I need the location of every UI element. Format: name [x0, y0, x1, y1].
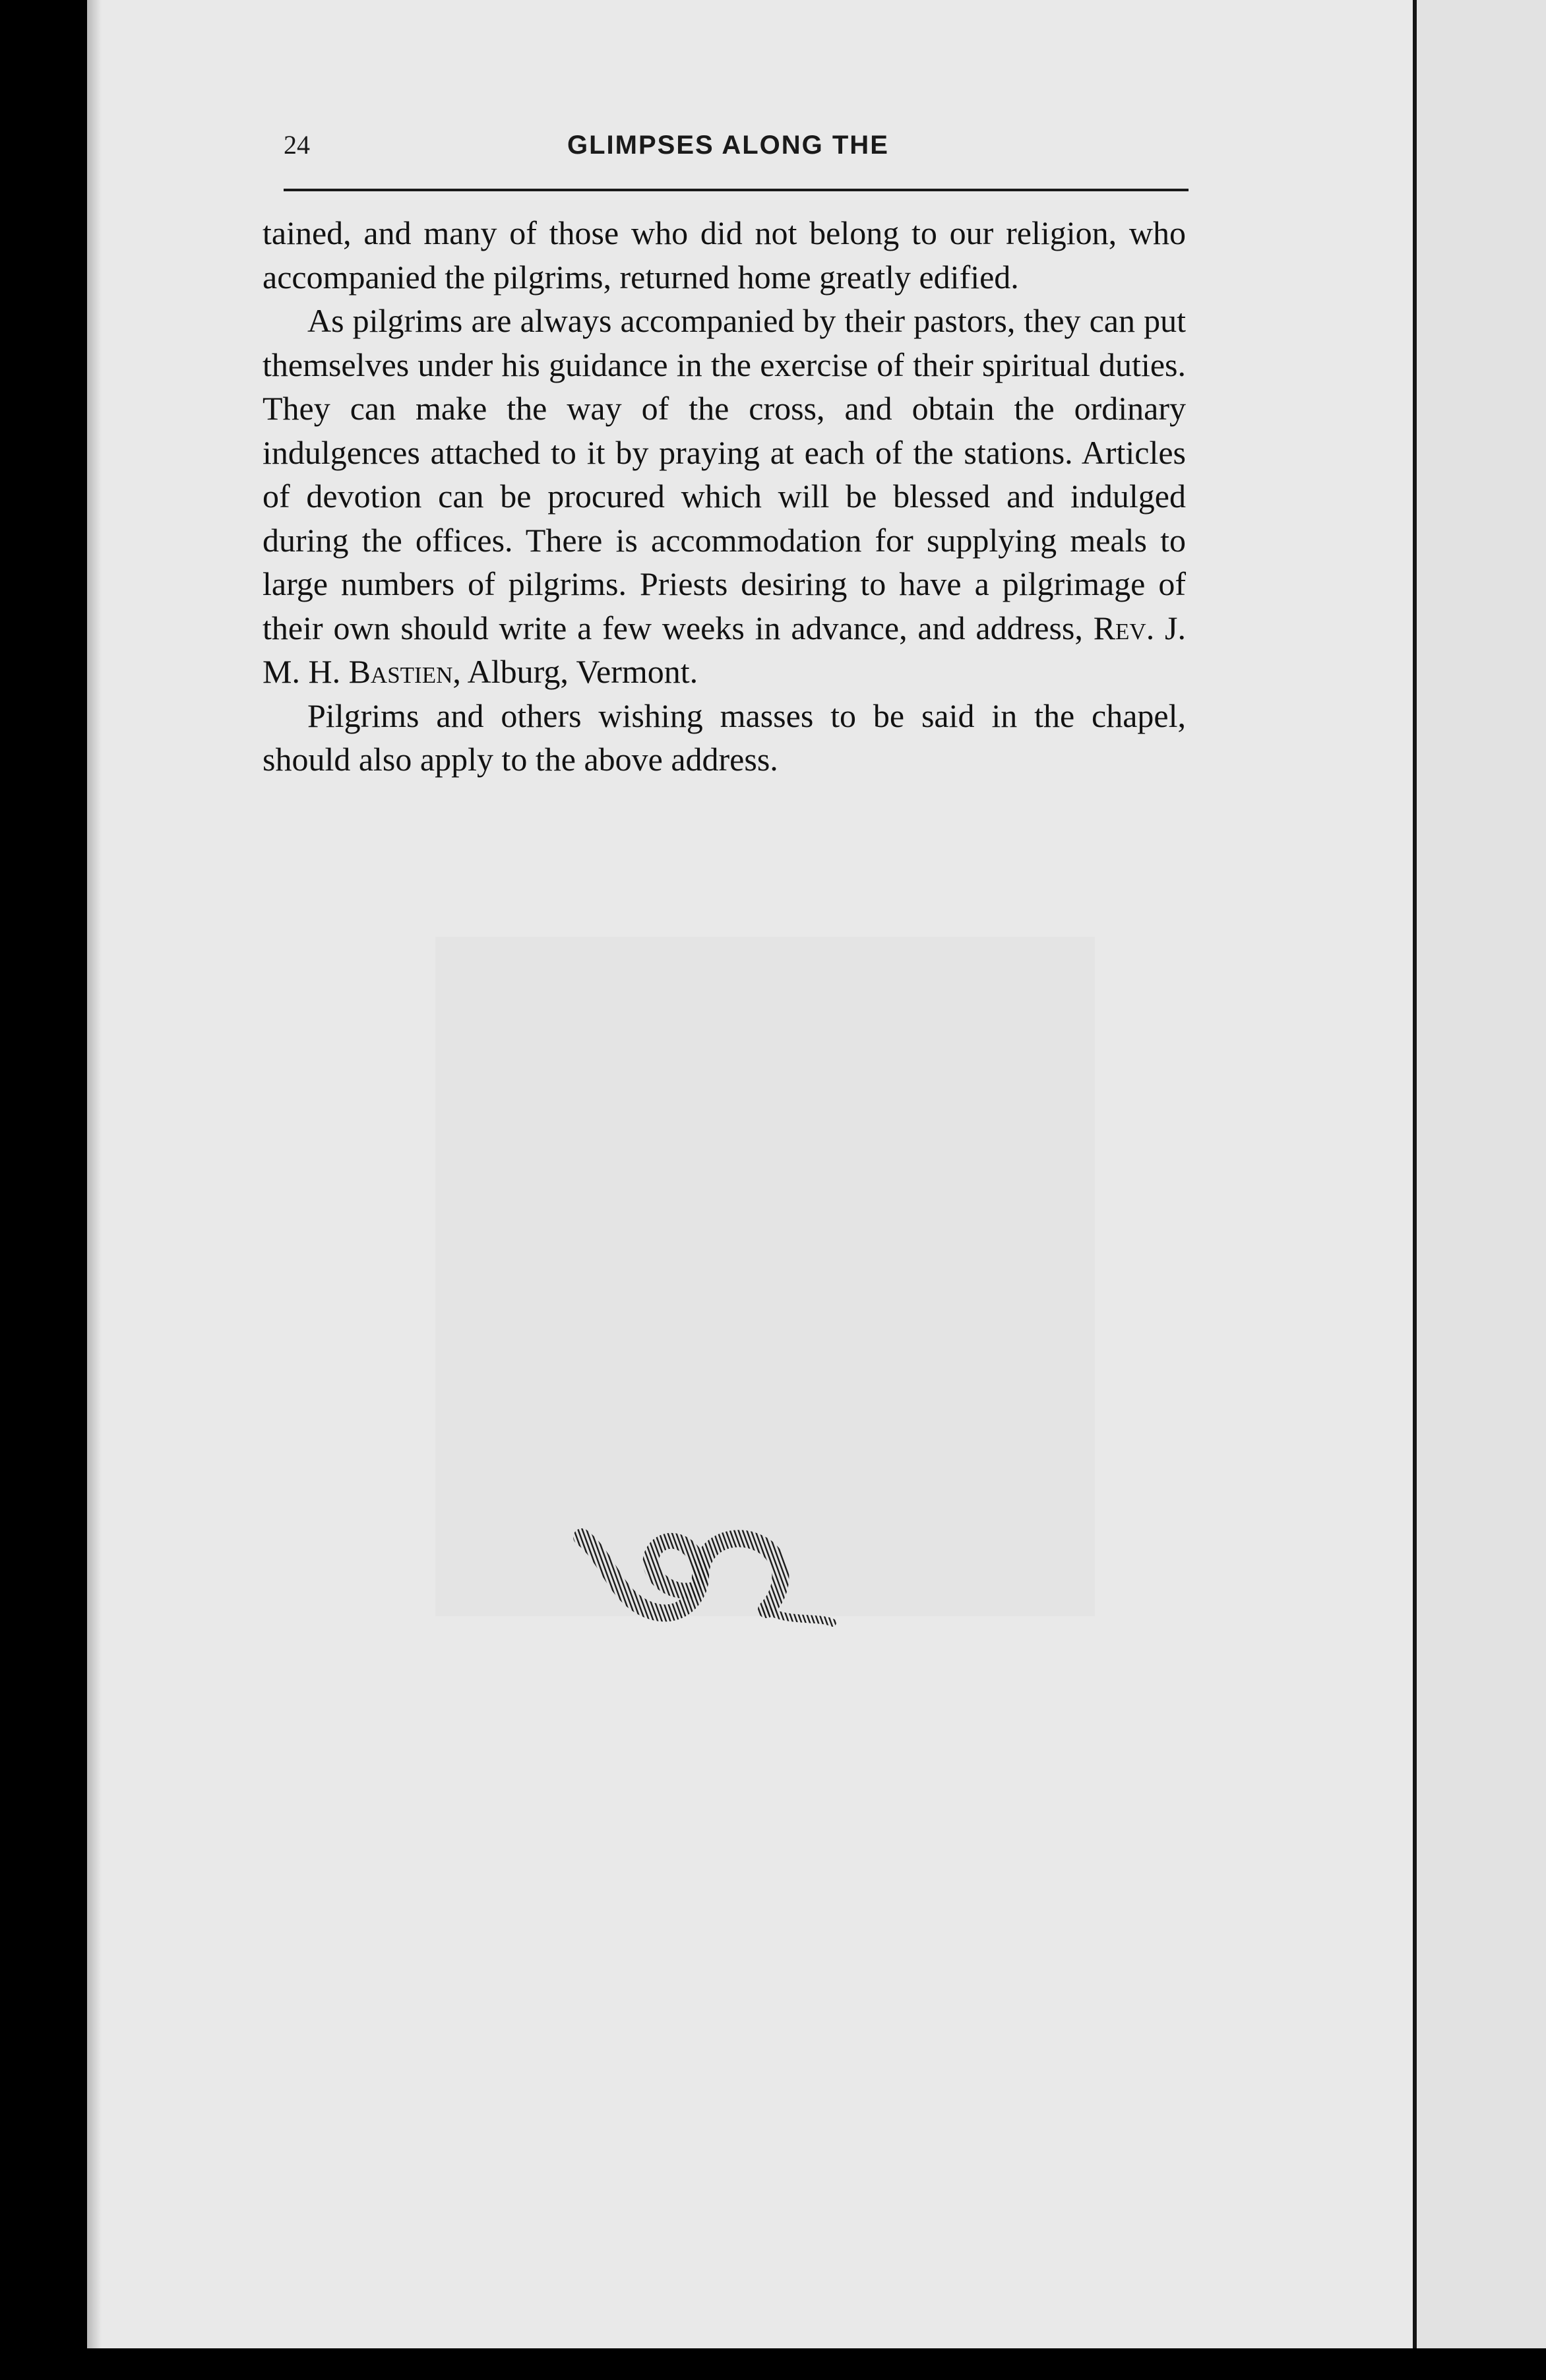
- paragraph-1: tained, and many of those who did not belong to our religion, who accompanied the pilgrims, returned home greatly edified.: [263, 214, 1186, 296]
- paragraph-2-text: As pilgrims are always accompanied by their pastors, they can put themselves under his guidance in the exercise of their spiritual duties. They can make the way of the cross, and obtain the ordinary indulgences attached to it by praying at each of the stations. Articles of devotion can be procured which will be blessed and indulged during the offices. There is accommodation for supplying meals to large numbers of pilgrims. Priests desiring to have a pilgrimage of their own should write a few weeks in advance, and address,: [263, 302, 1186, 646]
- address: , Alburg, Vermont.: [452, 653, 698, 690]
- running-head: [284, 129, 1189, 191]
- paragraph-2: [263, 299, 1186, 694]
- surname: Bastien: [348, 653, 453, 690]
- initials: J. M. H.: [263, 609, 1187, 690]
- paragraph-3: Pilgrims and others wishing masses to be said in the chapel, should also apply to the above address.: [263, 697, 1186, 778]
- body-text: [263, 211, 1186, 782]
- gutter-shadow: [87, 0, 102, 2348]
- facing-page-edge: [1417, 0, 1546, 2348]
- scroll-ornament-icon: [569, 1517, 846, 1629]
- title-rev: Rev.: [1093, 609, 1155, 646]
- scan-border: [0, 2348, 1546, 2380]
- page-number: 24: [284, 130, 310, 160]
- show-through-area: [435, 937, 1095, 1616]
- running-title: GLIMPSES ALONG THE: [567, 131, 889, 160]
